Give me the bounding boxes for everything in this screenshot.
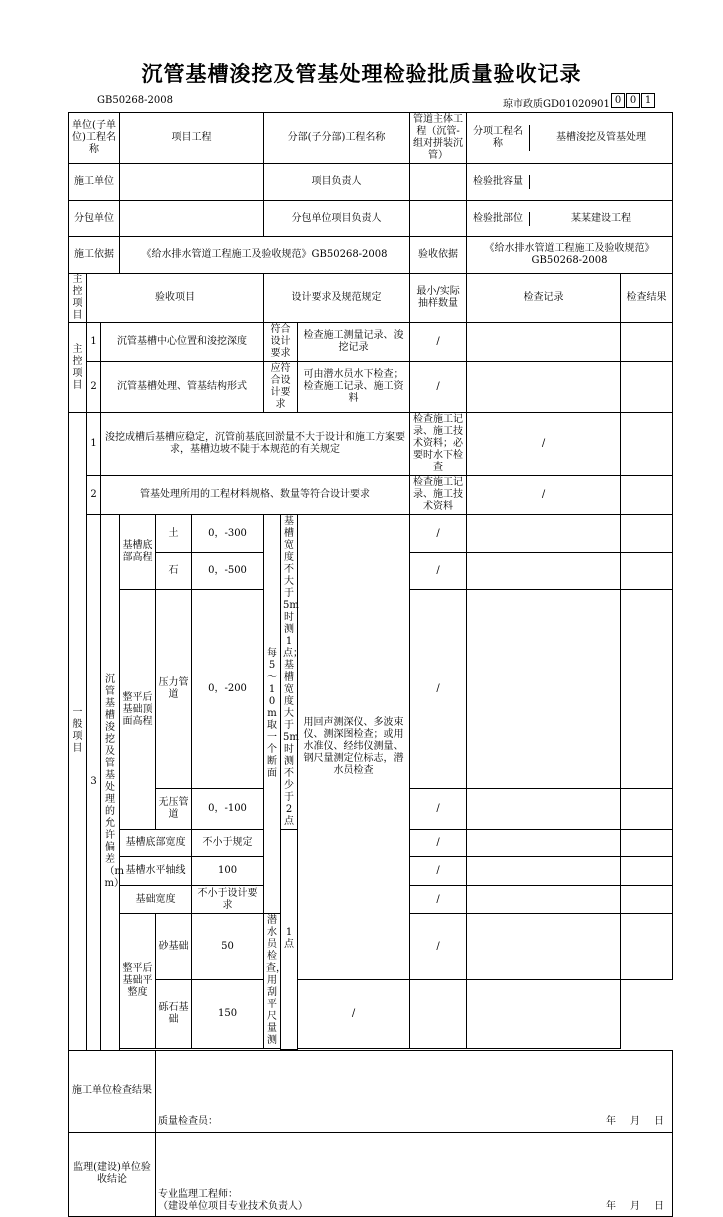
- main-ctrl-head: 主控项目: [69, 274, 87, 323]
- gravel-record[interactable]: [410, 980, 467, 1049]
- sand-label: 砂基础: [156, 914, 192, 980]
- g1-sample[interactable]: /: [467, 413, 621, 476]
- g1-method: 检查施工记录、施工技术资料；必要时水下检查: [410, 413, 467, 476]
- base-width-sample[interactable]: /: [410, 886, 467, 914]
- date-fields: [606, 1116, 670, 1128]
- rock-sample[interactable]: /: [410, 553, 467, 590]
- g3-no: 3: [87, 515, 101, 1051]
- standard-code: GB50268-2008: [97, 95, 173, 106]
- method-b: 潜水员检查，用刮平尺量测: [264, 914, 281, 1049]
- date-fields: [606, 1201, 670, 1213]
- nonpressure-record[interactable]: [467, 789, 621, 830]
- sand-result[interactable]: [621, 914, 673, 980]
- g3-group-label: 沉管基槽浚挖及管基处理的允许偏差（mm）: [101, 515, 120, 1051]
- unit-value[interactable]: 项目工程: [120, 113, 264, 164]
- axis-value: 100: [192, 857, 264, 886]
- g2-no: 2: [87, 476, 101, 515]
- division-value[interactable]: 管道主体工程（沉管-组对拼装沉管）: [410, 113, 467, 164]
- freq-one: 1点: [281, 830, 298, 1050]
- soil-record[interactable]: [467, 515, 621, 553]
- pressure-label: 压力管道: [156, 590, 192, 789]
- basis-label: 施工依据: [69, 237, 120, 274]
- main-ctrl-label: 主控项目: [69, 323, 87, 413]
- mc2-req: 应符合设计要求: [264, 362, 298, 413]
- accept-basis-label: 验收依据: [410, 237, 467, 274]
- rock-result[interactable]: [621, 553, 673, 590]
- g2-text: 管基处理所用的工程材料规格、数量等符合设计要求: [101, 476, 410, 515]
- contractor-value[interactable]: [120, 164, 264, 201]
- method-a: 用回声测深仪、多波束仪、测深图检查；或用水准仪、经纬仪测量、钢尺量测定位标志，潜水员检查: [298, 515, 410, 980]
- unit-label: 单位(子单位)工程名称: [69, 113, 120, 164]
- general-label: 一般项目: [69, 413, 87, 1051]
- day-label: 日: [654, 1200, 665, 1212]
- col-result: 检查结果: [621, 274, 673, 323]
- sand-value: 50: [192, 914, 264, 980]
- width-record[interactable]: [467, 830, 621, 857]
- width-sample[interactable]: /: [410, 830, 467, 857]
- engineer-note: （建设单位项目专业技术负责人）: [158, 1200, 309, 1212]
- contractor-check-area[interactable]: [156, 1050, 673, 1132]
- form-code-digit[interactable]: 0: [611, 93, 625, 108]
- subitem-value[interactable]: 基槽浚挖及管基处理: [556, 132, 647, 143]
- mc1-method: 检查施工测量记录、浚挖记录: [298, 323, 410, 362]
- axis-record[interactable]: [467, 857, 621, 886]
- freq-each: 每5～10m取一个断面: [264, 515, 281, 914]
- col-sample: 最小/实际抽样数量: [410, 274, 467, 323]
- g2-record[interactable]: [621, 476, 673, 515]
- soil-sample[interactable]: /: [410, 515, 467, 553]
- form-code-digit[interactable]: 0: [626, 93, 640, 108]
- base-width-label: 基础宽度: [120, 886, 192, 914]
- pressure-record[interactable]: [467, 590, 621, 789]
- nonpressure-label: 无压管道: [156, 789, 192, 830]
- base-width-record[interactable]: [467, 886, 621, 914]
- year-label: 年: [606, 1115, 617, 1127]
- form-code-digit[interactable]: 1: [641, 93, 655, 108]
- nonpressure-sample[interactable]: /: [410, 789, 467, 830]
- axis-sample[interactable]: /: [410, 857, 467, 886]
- sub-pm-label: 分包单位项目负责人: [264, 201, 410, 237]
- location-cell: [467, 212, 672, 226]
- pressure-sample[interactable]: /: [410, 590, 467, 789]
- contractor-label: 施工单位: [69, 164, 120, 201]
- sand-record[interactable]: [467, 914, 621, 980]
- inspection-table: [68, 112, 673, 1217]
- gravel-value: 150: [192, 980, 264, 1049]
- gravel-sample[interactable]: /: [298, 980, 410, 1049]
- engineer-label: 专业监理工程师：: [158, 1188, 239, 1200]
- width-result[interactable]: [621, 830, 673, 857]
- rock-value: 0，-500: [192, 553, 264, 590]
- level-thick-label: 整平后基础平整度: [120, 914, 156, 1049]
- form-code-digits: [611, 93, 656, 108]
- soil-result[interactable]: [621, 515, 673, 553]
- freq-width: 基槽宽度不大于5m时测1点；基槽宽度大于5m时测不少于2点: [281, 515, 298, 830]
- location-value[interactable]: 某某建设工程: [571, 212, 632, 224]
- gravel-result[interactable]: [467, 980, 621, 1049]
- nonpressure-result[interactable]: [621, 789, 673, 830]
- contractor-check-label: 施工单位检查结果: [69, 1050, 156, 1132]
- mc1-record[interactable]: [467, 323, 621, 362]
- sub-value[interactable]: [120, 201, 264, 237]
- division-label: 分部(子分部)工程名称: [264, 113, 410, 164]
- width-label: 基槽底部宽度: [120, 830, 192, 857]
- sub-label: 分包单位: [69, 201, 120, 237]
- g1-no: 1: [87, 413, 101, 476]
- pm-value[interactable]: [410, 164, 467, 201]
- soil-value: 0，-300: [192, 515, 264, 553]
- year-label: 年: [606, 1200, 617, 1212]
- supervisor-check-area[interactable]: [156, 1132, 673, 1216]
- mc1-result[interactable]: [621, 323, 673, 362]
- mc1-sample[interactable]: /: [410, 323, 467, 362]
- width-value: 不小于规定: [192, 830, 264, 857]
- g1-text: 浚挖成槽后基槽应稳定，沉管前基底回淤量不大于设计和施工方案要求，基槽边坡不陡于本规范的有关规定: [101, 413, 410, 476]
- col-design: 设计要求及规范规定: [264, 274, 410, 323]
- soil-label: 土: [156, 515, 192, 553]
- subitem-label: 分项工程名称: [467, 125, 530, 151]
- form-code: 琼市政质GD01020901: [503, 99, 610, 110]
- g1-record[interactable]: [621, 413, 673, 476]
- month-label: 月: [630, 1115, 641, 1127]
- rock-record[interactable]: [467, 553, 621, 590]
- axis-result[interactable]: [621, 857, 673, 886]
- mc2-result[interactable]: [621, 362, 673, 413]
- col-item: 验收项目: [87, 274, 264, 323]
- axis-label: 基槽水平轴线: [120, 857, 192, 886]
- mc2-record[interactable]: [467, 362, 621, 413]
- pressure-value: 0，-200: [192, 590, 264, 789]
- bottom-elev-label: 基槽底部高程: [120, 515, 156, 590]
- after-level-label: 整平后基础顶面高程: [120, 590, 156, 830]
- day-label: 日: [654, 1115, 665, 1127]
- mc1-item: 沉管基槽中心位置和浚挖深度: [101, 323, 264, 362]
- mc2-no: 2: [87, 362, 101, 413]
- basis-value[interactable]: 《给水排水管道工程施工及验收规范》GB50268-2008: [120, 237, 410, 274]
- base-width-result[interactable]: [621, 886, 673, 914]
- col-record: 检查记录: [467, 274, 621, 323]
- capacity-value[interactable]: [530, 175, 673, 189]
- pm-label: 项目负责人: [264, 164, 410, 201]
- page-title: 沉管基槽浚挖及管基处理检验批质量验收记录: [141, 62, 582, 86]
- gravel-label: 砾石基础: [156, 980, 192, 1049]
- mc2-method: 可由潜水员水下检查；检查施工记录、施工资料: [298, 362, 410, 413]
- supervisor-check-label: 监理(建设)单位验收结论: [69, 1132, 156, 1216]
- g2-sample[interactable]: /: [467, 476, 621, 515]
- rock-label: 石: [156, 553, 192, 590]
- g2-method: 检查施工记录、施工技术资料: [410, 476, 467, 515]
- capacity-label: 检验批容量: [467, 175, 530, 189]
- location-label: 检验批部位: [467, 212, 530, 226]
- mc1-no: 1: [87, 323, 101, 362]
- mc2-sample[interactable]: /: [410, 362, 467, 413]
- mc2-item: 沉管基槽处理、管基结构形式: [101, 362, 264, 413]
- base-width-value: 不小于设计要求: [192, 886, 264, 914]
- month-label: 月: [630, 1200, 641, 1212]
- mc1-req: 符合设计要求: [264, 323, 298, 362]
- capacity-cell: [467, 175, 672, 189]
- inspector-label: 质量检查员：: [158, 1115, 219, 1127]
- sub-pm-value[interactable]: [410, 201, 467, 237]
- sand-sample[interactable]: /: [410, 914, 467, 980]
- subitem-cell: [467, 125, 672, 151]
- nonpressure-value: 0，-100: [192, 789, 264, 830]
- accept-basis-value[interactable]: 《给水排水管道工程施工及验收规范》GB50268-2008: [467, 237, 673, 274]
- pressure-result[interactable]: [621, 590, 673, 789]
